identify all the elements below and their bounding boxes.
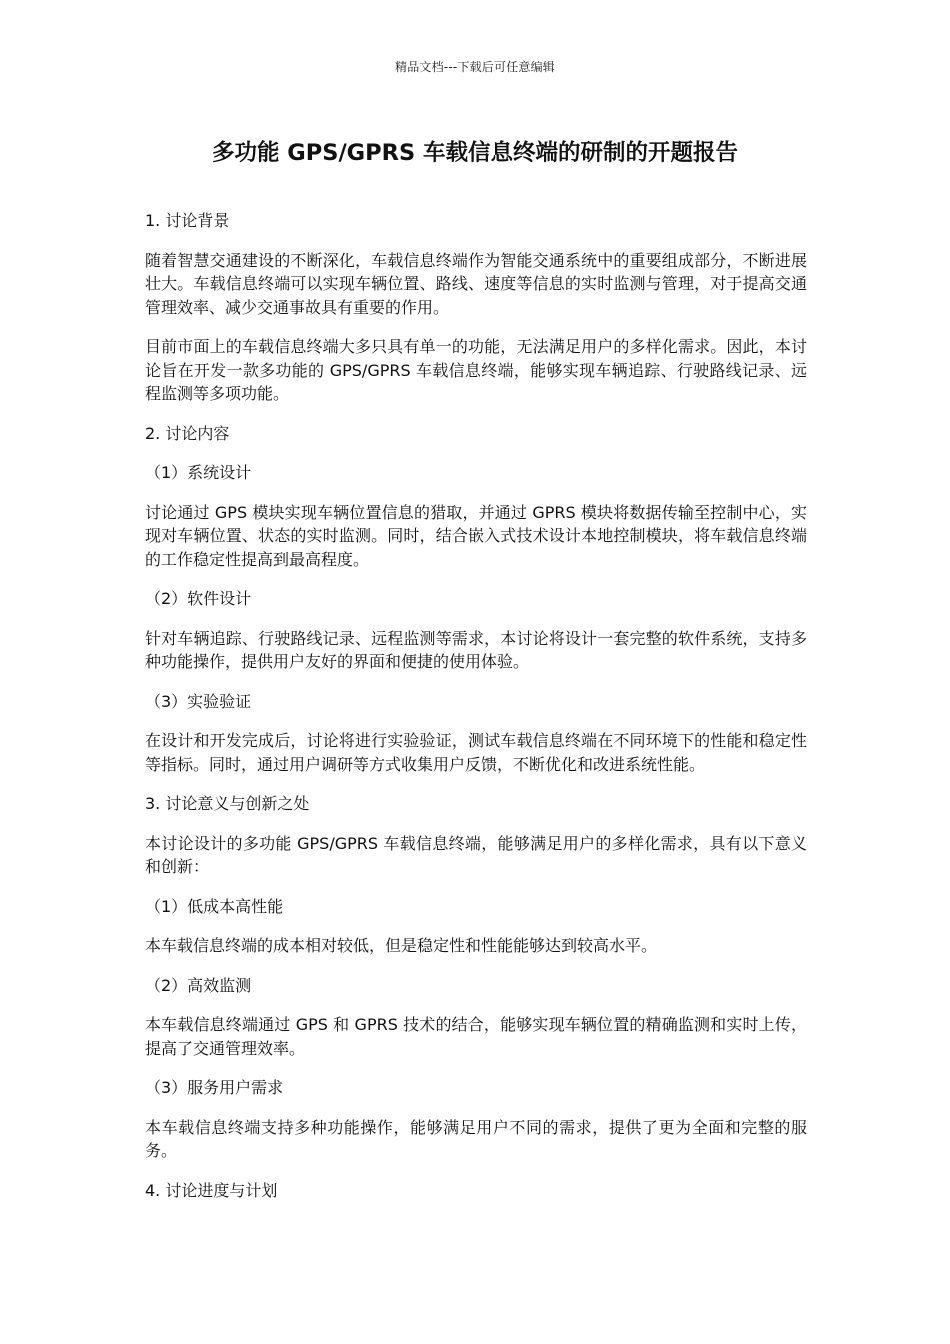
subheading-software-design: （2）软件设计	[145, 589, 252, 608]
paragraph: 随着智慧交通建设的不断深化，车载信息终端作为智能交通系统中的重要组成部分，不断进展壮大。车载信息终端可以实现车辆位置、路线、速度等信息的实时监测与管理，对于提高交通管理效率、减少交通事故具有重要的作用。	[145, 250, 807, 317]
section-heading-background: 1. 讨论背景	[145, 211, 230, 230]
subheading-monitoring: （2）高效监测	[145, 975, 252, 995]
subheading-user-needs: （3）服务用户需求	[145, 1078, 284, 1097]
paragraph: 讨论通过 GPS 模块实现车辆位置信息的猎取，并通过 GPRS 模块将数据传输至控制中心，实现对车辆位置、状态的实时监测。同时，结合嵌入式技术设计本地控制模块，将车载信息终端的工作稳定性提高到最高程度。	[145, 502, 807, 569]
document-title: 多功能 GPS/GPRS 车载信息终端的研制的开题报告	[211, 140, 739, 166]
section-heading-content: 2. 讨论内容	[145, 423, 230, 443]
section-heading-significance: 3. 讨论意义与创新之处	[145, 794, 310, 813]
section-heading-schedule: 4. 讨论进度与计划	[145, 1180, 278, 1200]
paragraph: 本车载信息终端支持多种功能操作，能够满足用户不同的需求，提供了更为全面和完整的服务。	[145, 1117, 807, 1160]
header-note: 精品文档---下载后可任意编辑	[395, 60, 555, 74]
subheading-low-cost: （1）低成本高性能	[145, 896, 284, 916]
paragraph: 针对车辆追踪、行驶路线记录、远程监测等需求，本讨论将设计一套完整的软件系统，支持多种功能操作，提供用户友好的界面和便捷的使用体验。	[145, 628, 807, 671]
document-body	[145, 209, 807, 1218]
paragraph: 目前市面上的车载信息终端大多只具有单一的功能，无法满足用户的多样化需求。因此，本讨论旨在开发一款多功能的 GPS/GPRS 车载信息终端，能够实现车辆追踪、行驶路线记录、远程监测等多项功能。	[145, 337, 807, 403]
paragraph: 本车载信息终端通过 GPS 和 GPRS 技术的结合，能够实现车辆位置的精确监测和实时上传，提高了交通管理效率。	[145, 1015, 807, 1058]
subheading-experiment: （3）实验验证	[145, 691, 252, 711]
paragraph: 本车载信息终端的成本相对较低，但是稳定性和性能能够达到较高水平。	[145, 936, 658, 955]
subheading-system-design: （1）系统设计	[145, 463, 252, 482]
paragraph: 在设计和开发完成后，讨论将进行实验验证，测试车载信息终端在不同环境下的性能和稳定性等指标。同时，通过用户调研等方式收集用户反馈，不断优化和改进系统性能。	[145, 731, 807, 774]
paragraph: 本讨论设计的多功能 GPS/GPRS 车载信息终端，能够满足用户的多样化需求，具有以下意义和创新：	[145, 833, 807, 876]
